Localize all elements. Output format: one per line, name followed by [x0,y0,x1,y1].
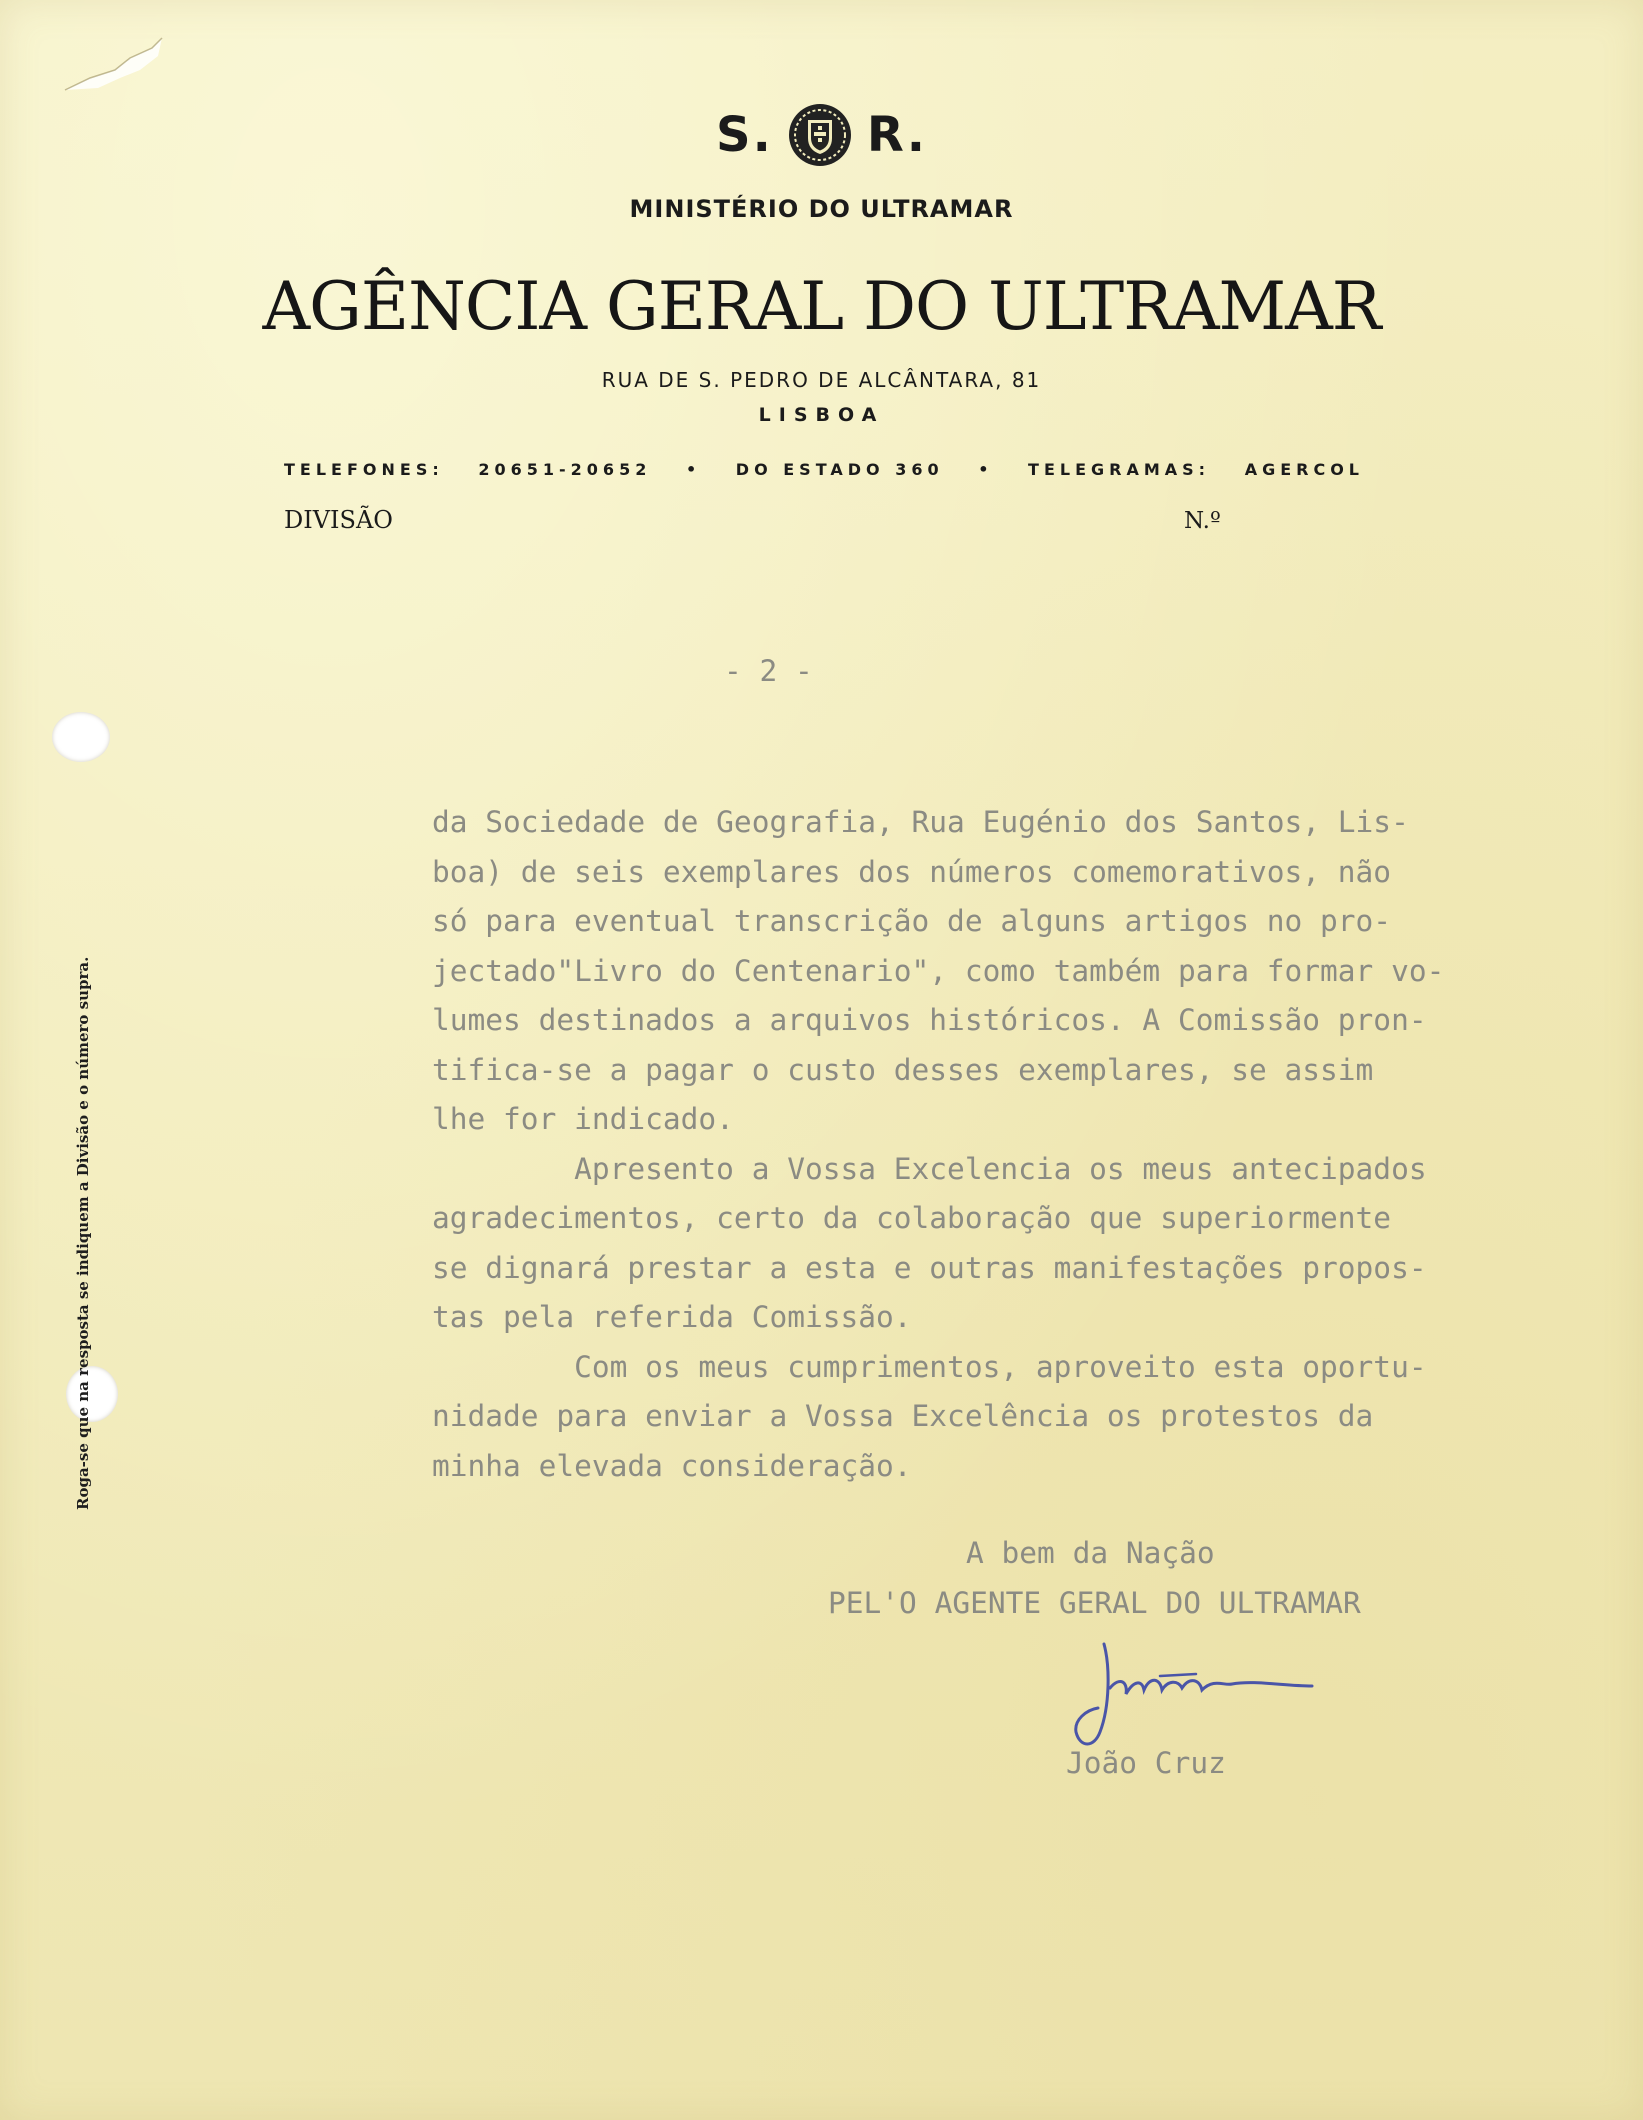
body-line: Com os meus cumprimentos, aproveito esta oportu- [432,1349,1427,1384]
telegram-value: AGERCOL [1244,460,1364,479]
body-line: só para eventual transcrição de alguns artigos no pro- [432,904,1392,938]
closing-on-behalf: PEL'O AGENTE GERAL DO ULTRAMAR [828,1586,1361,1620]
contact-line [284,460,1364,479]
body-line: nidade para enviar a Vossa Excelência os protestos da [432,1399,1374,1433]
punch-hole-top [52,712,110,762]
telegram-label: TELEGRAMAS: [1028,460,1211,479]
ministry-title: MINISTÉRIO DO ULTRAMAR [629,195,1014,223]
body-line: Apresento a Vossa Excelencia os meus antecipados [432,1151,1427,1186]
agency-city: LISBOA [758,404,885,426]
body-line: boa) de seis exemplares dos números comemorativos, não [432,854,1392,889]
sr-right: R. [866,107,927,163]
page-number: - 2 - [724,654,813,688]
sr-left: S. [716,107,773,163]
phones-label: TELEFONES: [284,460,444,479]
torn-corner-mark [60,30,170,100]
phones-numbers: 20651-20652 [478,460,652,479]
body-line: agradecimentos, certo da colaboração que superiormente [432,1201,1392,1235]
signer-name: João Cruz [1066,1746,1226,1780]
body-line: se dignará prestar a esta e outras manifestações propos- [432,1250,1427,1285]
body-line: da Sociedade de Geografia, Rua Eugénio dos Santos, Lis- [432,805,1409,839]
agency-title: AGÊNCIA GERAL DO ULTRAMAR [262,268,1381,345]
letterhead-sr [0,100,1643,170]
body-line: jectado"Livro do Centenario", como também para formar vo- [432,953,1445,988]
margin-note: Roga-se que na resposta se indiquem a Divisão e o número supra. [74,956,92,1510]
body-line: tas pela referida Comissão. [432,1300,912,1334]
body-line: lumes destinados a arquivos históricos. A Comissão pron- [432,1003,1427,1037]
body-line: lhe for indicado. [432,1102,734,1136]
body-line: minha elevada consideração. [432,1448,912,1483]
number-label: N.º [1184,508,1221,534]
body-line: tifica-se a pagar o custo desses exemplares, se assim [432,1052,1374,1087]
portuguese-coat-of-arms-icon [787,102,853,168]
handwritten-signature [1064,1636,1334,1756]
agency-address: RUA DE S. PEDRO DE ALCÂNTARA, 81 [601,368,1042,392]
separator-dot: • [685,460,702,479]
letter-body [432,798,1552,1491]
state-line: DO ESTADO 360 [735,460,944,479]
separator-dot: • [978,460,994,479]
division-label: DIVISÃO [284,506,393,534]
closing-salutation: A bem da Nação [966,1536,1215,1570]
